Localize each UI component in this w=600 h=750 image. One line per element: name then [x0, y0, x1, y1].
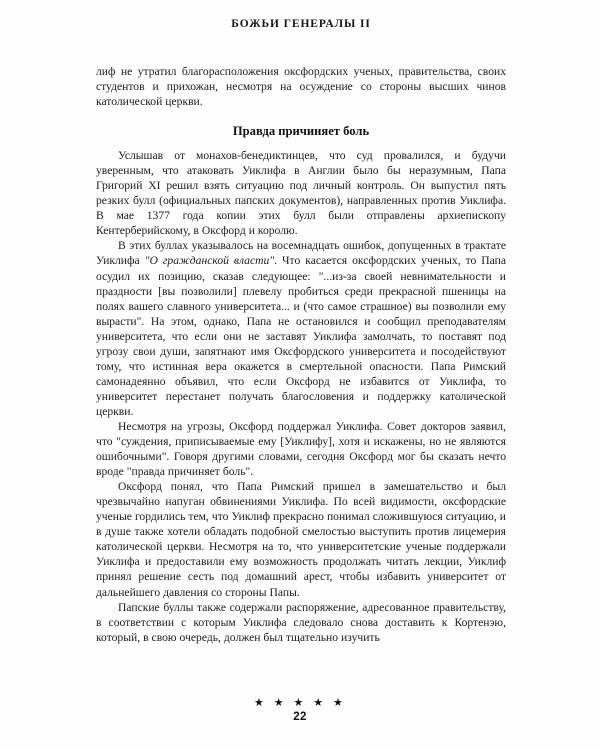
paragraph-2-part-a: В этих буллах указывалось на восемнадцать ошибок, допущенных в трактате Уиклифа — [96, 239, 506, 268]
paragraph-5: Папские буллы также содержали распоряжение, адресованное правительству, в соответствии с которым Уиклифа следовало снова доставить к Кортенэю, который, в свою очередь, должен был тщательно изучить — [96, 600, 506, 644]
section-title: Правда причиняет боль — [232, 124, 370, 139]
paragraph-2 — [96, 238, 506, 419]
page-number: 22 — [293, 711, 307, 723]
paragraph-4: Оксфорд понял, что Папа Римский пришел в замешательство и был чрезвычайно напуган обвинениями Уиклифа. По всей видимости, оксфордские ученые гордились тем, что Уиклиф прекрасно понимал сложившуюся ситуацию, и в душе также хотели обладать подобной смелостью выступить против лицемерия католической церкви. Несмотря на то, что университетские ученые поддержали Уиклифа и предоставили ему возможность продолжать читать лекции, Уиклиф принял решение сесть под домашний арест, чтобы избавить университет от дальнейшего давления со стороны Папы. — [96, 480, 506, 599]
running-head: БОЖЬИ ГЕНЕРАЛЫ II — [231, 18, 371, 30]
text-column — [96, 64, 506, 645]
page-footer — [0, 697, 600, 723]
paragraph-continued: лиф не утратил благорасположения оксфордских ученых, правительства, своих студентов и прихожан, несмотря на осуждение со стороны высших чинов католической церкви. — [96, 65, 506, 109]
paragraph-3: Несмотря на угрозы, Оксфорд поддержал Уиклифа. Совет докторов заявил, что "суждения, приписываемые ему [Уиклифу], хотя и искажены, но не являются ошибочными". Говоря другими словами, сегодня Оксфорд мог бы сказать нечто вроде "правда причиняет боль". — [96, 419, 506, 479]
star-divider-icon: ★ ★ ★ ★ ★ — [253, 696, 347, 709]
treatise-title: "О гражданской власти" — [144, 254, 275, 268]
paragraph-1: Услышав от монахов-бенедиктинцев, что суд провалился, и будучи уверенным, что атаковать Уиклифа в Англии было бы неразумным, Папа Григорий XI решил взять ситуацию под личный контроль. Он выпустил пять резких булл (официальных папских документов), направленных против Уиклифа. В мае 1377 года копии этих булл были отправлены архиепископу Кентерберийскому, в Оксфорд и королю. — [96, 149, 506, 238]
paragraph-2-part-b: . Что касается оксфордских ученых, то Папа осудил их позицию, сказав следующее: "...из-за своей невнимательности и праздности [вы позволили] плевелу пробиться среди прекрасной пшеницы на полях вашего славного университета... и (что самое страшное) вы позволили ему вырасти". На этом, однако, Папа не остановился и сообщил преподавателям университета, что если они не заставят Уиклифа замолчать, то поставят под угрозу свои души, запятнают имя Оксфордского университета и посодействуют тому, что истинная вера окажется в смертельной опасности. Папа Римский самонадеянно объявил, что если Оксфорд не избавится от Уиклифа, то университет перестанет получать благословения и поддержку католической церкви. — [96, 254, 507, 418]
